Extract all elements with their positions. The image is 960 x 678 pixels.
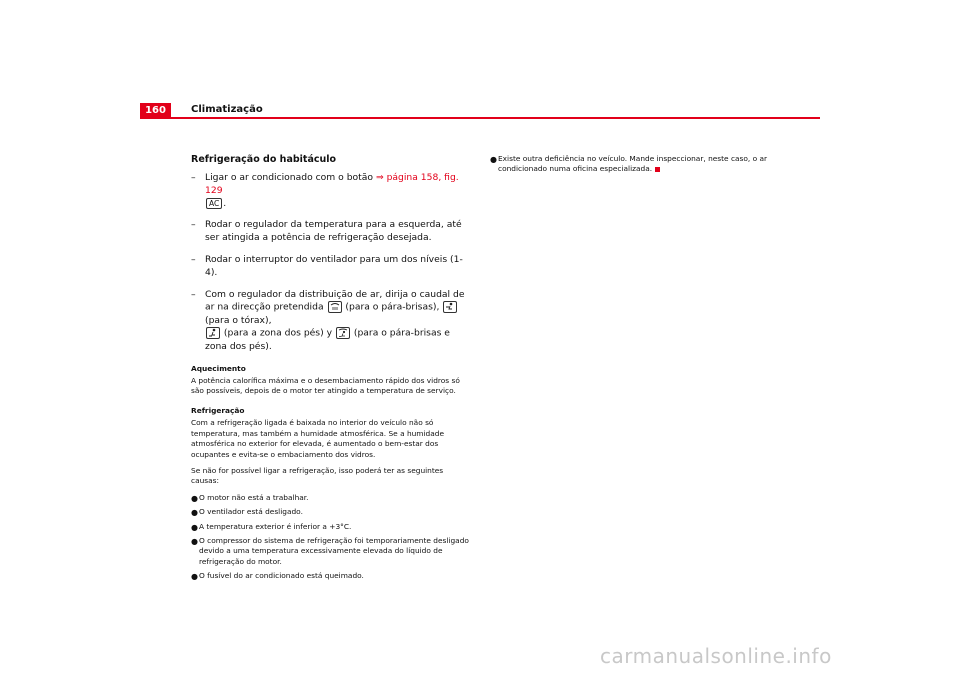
cooling-step-4 bbox=[191, 289, 471, 354]
step-dash: – bbox=[191, 219, 196, 231]
section-end-marker bbox=[655, 167, 660, 172]
list-item bbox=[191, 536, 471, 567]
list-item-text: O ventilador está desligado. bbox=[199, 507, 303, 517]
bullet-icon: ● bbox=[191, 522, 198, 532]
page-number: 160 bbox=[140, 103, 171, 119]
watermark: carmanualsonline.info bbox=[600, 644, 832, 668]
step3-text: Rodar o interruptor do ventilador para um dos níveis (1-4). bbox=[205, 253, 463, 278]
bullet-icon: ● bbox=[191, 572, 198, 582]
step2-text: Rodar o regulador da temperatura para a esquerda, até ser atingida a potência de refrigeração desejada. bbox=[205, 219, 462, 244]
feet-icon bbox=[206, 327, 220, 339]
step-dash: – bbox=[191, 253, 196, 265]
chapter-title: Climatização bbox=[191, 104, 263, 115]
windshield-feet-icon bbox=[336, 327, 350, 339]
heating-title: Aquecimento bbox=[191, 363, 246, 373]
bullet-icon: ● bbox=[191, 508, 198, 518]
chest-icon bbox=[443, 301, 457, 313]
step4-text-a: Com o regulador da distribuição de ar, dirija o caudal de ar na direcção pretendida bbox=[205, 288, 465, 313]
refrigeration-title: Refrigeração bbox=[191, 406, 245, 416]
refrigeration-text-2: Se não for possível ligar a refrigeração, isso poderá ter as seguintes causas: bbox=[191, 466, 444, 486]
refrigeration-text-1: Com a refrigeração ligada é baixada no interior do veículo não só temperatura, mas também a humidade atmosférica. Se a humidade atmosférica no exterior for elevada, é aumentado o bem-estar dos ocupantes e evita-se o embaciamento dos vidros. bbox=[191, 418, 445, 459]
list-item-text: O compressor do sistema de refrigeração foi temporariamente desligado devido a uma temperatura excessivamente elevada do líquido de refrigeração do motor. bbox=[199, 536, 469, 566]
right-column bbox=[490, 154, 780, 179]
list-item bbox=[490, 154, 780, 175]
step4-text-c: (para o tórax), bbox=[205, 314, 272, 326]
cooling-step-1: – Ligar o ar condicionado com o botão ⇒ página 158, fig. 129 AC . bbox=[191, 172, 459, 209]
bullet-icon: ● bbox=[490, 155, 497, 164]
ac-button-key: AC bbox=[206, 198, 222, 209]
left-column bbox=[191, 154, 471, 586]
list-item bbox=[191, 493, 471, 503]
step4-text-d: (para a zona dos pés) y bbox=[221, 327, 335, 339]
list-item-text: O fusível do ar condicionado está queimado. bbox=[199, 571, 364, 581]
cooling-step-3 bbox=[191, 254, 471, 280]
heating-text: A potência calorífica máxima e o desembaciamento rápido dos vidros só são possíveis, depois de o motor ter atingido a temperatura de serviço. bbox=[191, 375, 460, 395]
step-dash: – bbox=[191, 288, 196, 300]
list-item bbox=[191, 507, 471, 517]
step4-text-b: (para o pára-brisas), bbox=[342, 301, 443, 313]
header-rule bbox=[140, 117, 820, 119]
list-item bbox=[191, 522, 471, 532]
step4-text-e: (para o pára-brisas e zona dos pés). bbox=[205, 327, 450, 352]
cooling-title: Refrigeração do habitáculo bbox=[191, 154, 337, 165]
cooling-step-2 bbox=[191, 219, 471, 245]
step-dash: – bbox=[191, 172, 196, 183]
list-item-text: A temperatura exterior é inferior a +3°C. bbox=[199, 521, 352, 531]
list-item bbox=[191, 571, 471, 581]
list-item-text: O motor não está a trabalhar. bbox=[199, 492, 309, 502]
step1-text: Ligar o ar condicionado com o botão bbox=[205, 172, 376, 183]
page-reference-link[interactable]: ⇒ página 158, fig. 129 bbox=[205, 172, 459, 196]
bullet-icon: ● bbox=[191, 493, 198, 503]
windshield-icon bbox=[328, 301, 342, 313]
bullet-icon: ● bbox=[191, 537, 198, 547]
list-item-text: Existe outra deficiência no veículo. Mande inspeccionar, neste caso, o ar condicionado numa oficina especializada. bbox=[498, 154, 768, 174]
